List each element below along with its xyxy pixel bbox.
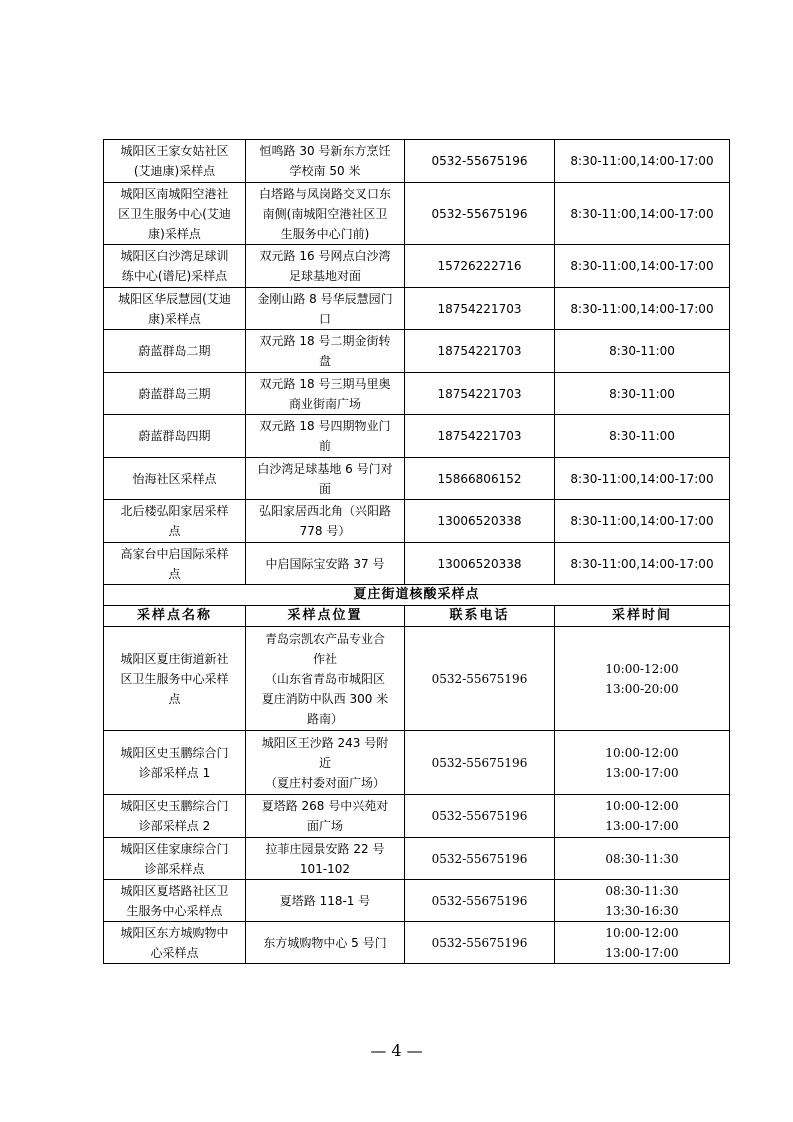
section-title: 夏庄街道核酸采样点 [104, 585, 730, 606]
site-name-cell: 城阳区南城阳空港社 区卫生服务中心(艾迪 康)采样点 [104, 183, 246, 245]
section-title-row [104, 585, 730, 606]
site-name-cell: 城阳区史玉鹏综合门 诊部采样点 1 [104, 731, 246, 795]
site-location-cell: 白塔路与凤岗路交叉口东 南侧(南城阳空港社区卫 生服务中心门前) [246, 183, 405, 245]
table-row [104, 731, 730, 795]
site-time-cell: 08:30-11:30 13:30-16:30 [555, 880, 730, 922]
site-phone-cell: 0532-55675196 [405, 838, 555, 880]
table-row [104, 838, 730, 880]
site-phone-cell: 18754221703 [405, 373, 555, 415]
site-name-cell: 蔚蓝群岛二期 [104, 330, 246, 373]
table-row [104, 140, 730, 183]
table-row [104, 795, 730, 838]
table-row [104, 458, 730, 500]
sampling-sites-table [103, 139, 730, 964]
column-header-time: 采样时间 [555, 606, 730, 627]
table-row [104, 288, 730, 330]
site-phone-cell: 18754221703 [405, 330, 555, 373]
site-phone-cell: 0532-55675196 [405, 140, 555, 183]
site-location-cell: 东方城购物中心 5 号门 [246, 922, 405, 964]
page-number: — 4 — [370, 1041, 423, 1060]
site-location-cell: 弘阳家居西北角（兴阳路 778 号） [246, 500, 405, 543]
site-name-cell: 城阳区东方城购物中 心采样点 [104, 922, 246, 964]
site-location-cell: 白沙湾足球基地 6 号门对 面 [246, 458, 405, 500]
site-phone-cell: 13006520338 [405, 500, 555, 543]
site-location-cell: 双元路 18 号二期金街转 盘 [246, 330, 405, 373]
table-row [104, 880, 730, 922]
table-row [104, 922, 730, 964]
site-time-cell: 8:30-11:00 [555, 330, 730, 373]
site-time-cell: 8:30-11:00 [555, 373, 730, 415]
site-location-cell: 恒鸣路 30 号新东方烹饪 学校南 50 米 [246, 140, 405, 183]
table-row [104, 500, 730, 543]
site-name-cell: 城阳区佳家康综合门 诊部采样点 [104, 838, 246, 880]
site-time-cell: 8:30-11:00,14:00-17:00 [555, 458, 730, 500]
site-name-cell: 城阳区夏庄街道新社 区卫生服务中心采样 点 [104, 627, 246, 731]
site-location-cell: 双元路 16 号网点白沙湾 足球基地对面 [246, 245, 405, 288]
column-header-phone: 联系电话 [405, 606, 555, 627]
site-phone-cell: 18754221703 [405, 288, 555, 330]
site-time-cell: 8:30-11:00,14:00-17:00 [555, 140, 730, 183]
site-time-cell: 8:30-11:00 [555, 415, 730, 458]
site-name-cell: 蔚蓝群岛四期 [104, 415, 246, 458]
table-row [104, 183, 730, 245]
site-location-cell: 夏塔路 268 号中兴苑对 面广场 [246, 795, 405, 838]
site-time-cell: 8:30-11:00,14:00-17:00 [555, 543, 730, 585]
table-row [104, 627, 730, 731]
site-time-cell: 8:30-11:00,14:00-17:00 [555, 500, 730, 543]
site-name-cell: 城阳区夏塔路社区卫 生服务中心采样点 [104, 880, 246, 922]
table-row [104, 330, 730, 373]
site-time-cell: 10:00-12:00 13:00-17:00 [555, 922, 730, 964]
site-name-cell: 城阳区史玉鹏综合门 诊部采样点 2 [104, 795, 246, 838]
site-location-cell: 双元路 18 号四期物业门 前 [246, 415, 405, 458]
site-name-cell: 城阳区王家女姑社区 (艾迪康)采样点 [104, 140, 246, 183]
column-header-location: 采样点位置 [246, 606, 405, 627]
site-time-cell: 10:00-12:00 13:00-17:00 [555, 795, 730, 838]
table-row [104, 373, 730, 415]
site-time-cell: 8:30-11:00,14:00-17:00 [555, 183, 730, 245]
site-phone-cell: 0532-55675196 [405, 731, 555, 795]
site-phone-cell: 0532-55675196 [405, 795, 555, 838]
site-time-cell: 8:30-11:00,14:00-17:00 [555, 288, 730, 330]
site-time-cell: 08:30-11:30 [555, 838, 730, 880]
site-name-cell: 怡海社区采样点 [104, 458, 246, 500]
site-location-cell: 夏塔路 118-1 号 [246, 880, 405, 922]
site-name-cell: 城阳区白沙湾足球训 练中心(谱尼)采样点 [104, 245, 246, 288]
table-row [104, 415, 730, 458]
site-name-cell: 北后楼弘阳家居采样 点 [104, 500, 246, 543]
site-phone-cell: 0532-55675196 [405, 922, 555, 964]
site-phone-cell: 0532-55675196 [405, 880, 555, 922]
site-time-cell: 10:00-12:00 13:00-20:00 [555, 627, 730, 731]
site-name-cell: 蔚蓝群岛三期 [104, 373, 246, 415]
header-row [104, 606, 730, 627]
site-phone-cell: 0532-55675196 [405, 627, 555, 731]
site-location-cell: 城阳区王沙路 243 号附 近 （夏庄村委对面广场） [246, 731, 405, 795]
site-location-cell: 双元路 18 号三期马里奥 商业街南广场 [246, 373, 405, 415]
column-header-name: 采样点名称 [104, 606, 246, 627]
site-phone-cell: 15866806152 [405, 458, 555, 500]
site-phone-cell: 0532-55675196 [405, 183, 555, 245]
site-location-cell: 金刚山路 8 号华辰慧园门 口 [246, 288, 405, 330]
site-location-cell: 拉菲庄园景安路 22 号 101-102 [246, 838, 405, 880]
site-location-cell: 青岛宗凯农产品专业合 作社 （山东省青岛市城阳区 夏庄消防中队西 300 米 路南） [246, 627, 405, 731]
site-name-cell: 高家台中启国际采样 点 [104, 543, 246, 585]
site-name-cell: 城阳区华辰慧园(艾迪 康)采样点 [104, 288, 246, 330]
site-location-cell: 中启国际宝安路 37 号 [246, 543, 405, 585]
table-row [104, 245, 730, 288]
site-phone-cell: 13006520338 [405, 543, 555, 585]
site-time-cell: 10:00-12:00 13:00-17:00 [555, 731, 730, 795]
site-time-cell: 8:30-11:00,14:00-17:00 [555, 245, 730, 288]
site-phone-cell: 18754221703 [405, 415, 555, 458]
site-phone-cell: 15726222716 [405, 245, 555, 288]
table-row [104, 543, 730, 585]
